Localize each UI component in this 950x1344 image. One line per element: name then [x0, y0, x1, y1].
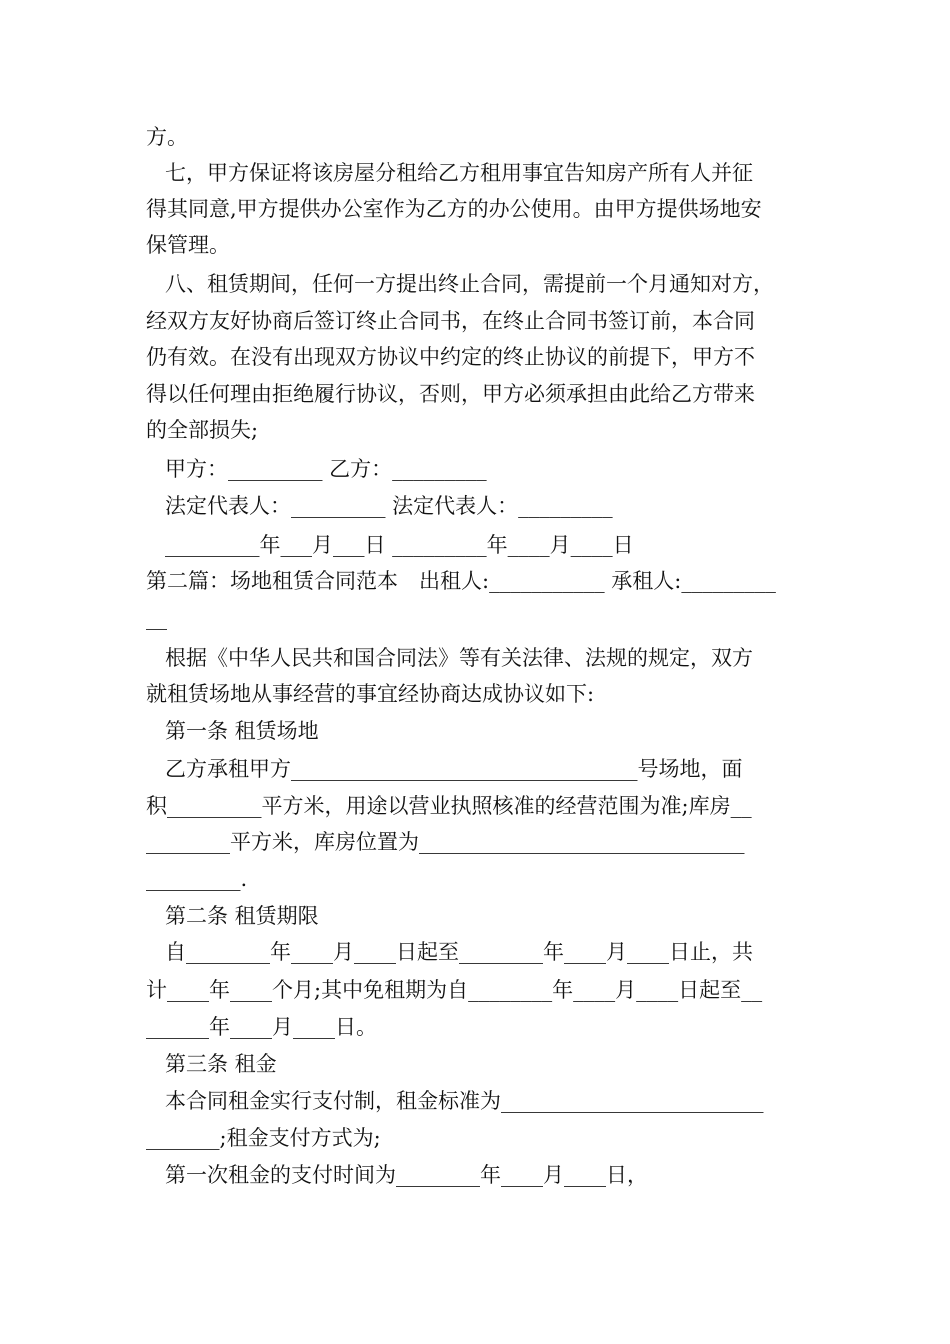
signature-line: 甲方：_________ 乙方：_________ — [165, 457, 487, 481]
text-line: 得其同意,甲方提供办公室作为乙方的办公使用。由甲方提供场地安 — [146, 197, 762, 221]
text-line: 的全部损失; — [146, 418, 259, 442]
text-line: 根据《中华人民共和国合同法》等有关法律、法规的规定，双方 — [165, 646, 753, 670]
text-line: _________. — [146, 867, 248, 891]
text-line: 积_________平方米，用途以营业执照核准的经营范围为准;库房__ — [146, 794, 752, 818]
text-line: 第一次租金的支付时间为________年____月____日， — [165, 1163, 648, 1187]
text-line: ________平方米，库房位置为_______________________________ — [146, 830, 745, 854]
text-line: 计____年____个月;其中免租期为自________年____月____日起至__ — [146, 978, 763, 1002]
date-line: _________年___月___日 _________年____月____日 — [165, 533, 634, 557]
text-line: 方。 — [146, 125, 188, 149]
text-line: 经双方友好协商后签订终止合同书，在终止合同书签订前，本合同 — [146, 309, 755, 333]
text-line: 保管理。 — [146, 233, 230, 257]
text-line: __ — [146, 606, 167, 630]
text-line: 得以任何理由拒绝履行协议，否则，甲方必须承担由此给乙方带来 — [146, 382, 755, 406]
text-line: ______年____月____日。 — [146, 1015, 377, 1039]
text-line: 八、租赁期间，任何一方提出终止合同，需提前一个月通知对方， — [165, 272, 774, 296]
text-line: 乙方承租甲方_________________________________号场地，面 — [165, 757, 743, 781]
text-line: 自________年____月____日起至________年____月____日止，共 — [165, 940, 753, 964]
clause-heading: 第三条 租金 — [165, 1052, 277, 1076]
clause-heading: 第一条 租赁场地 — [165, 719, 319, 743]
signature-line: 法定代表人：_________ 法定代表人：_________ — [165, 494, 613, 518]
clause-heading: 第二条 租赁期限 — [165, 904, 319, 928]
text-line: 就租赁场地从事经营的事宜经协商达成协议如下: — [146, 682, 595, 706]
text-line: 本合同租金实行支付制，租金标准为_________________________ — [165, 1089, 764, 1113]
text-line: _______;租金支付方式为; — [146, 1126, 381, 1150]
section-heading: 第二篇：场地租赁合同范本 出租人:___________ 承租人:_________ — [146, 569, 776, 593]
text-line: 仍有效。在没有出现双方协议中约定的终止协议的前提下，甲方不 — [146, 345, 755, 369]
text-line: 七，甲方保证将该房屋分租给乙方租用事宜告知房产所有人并征 — [165, 161, 753, 185]
